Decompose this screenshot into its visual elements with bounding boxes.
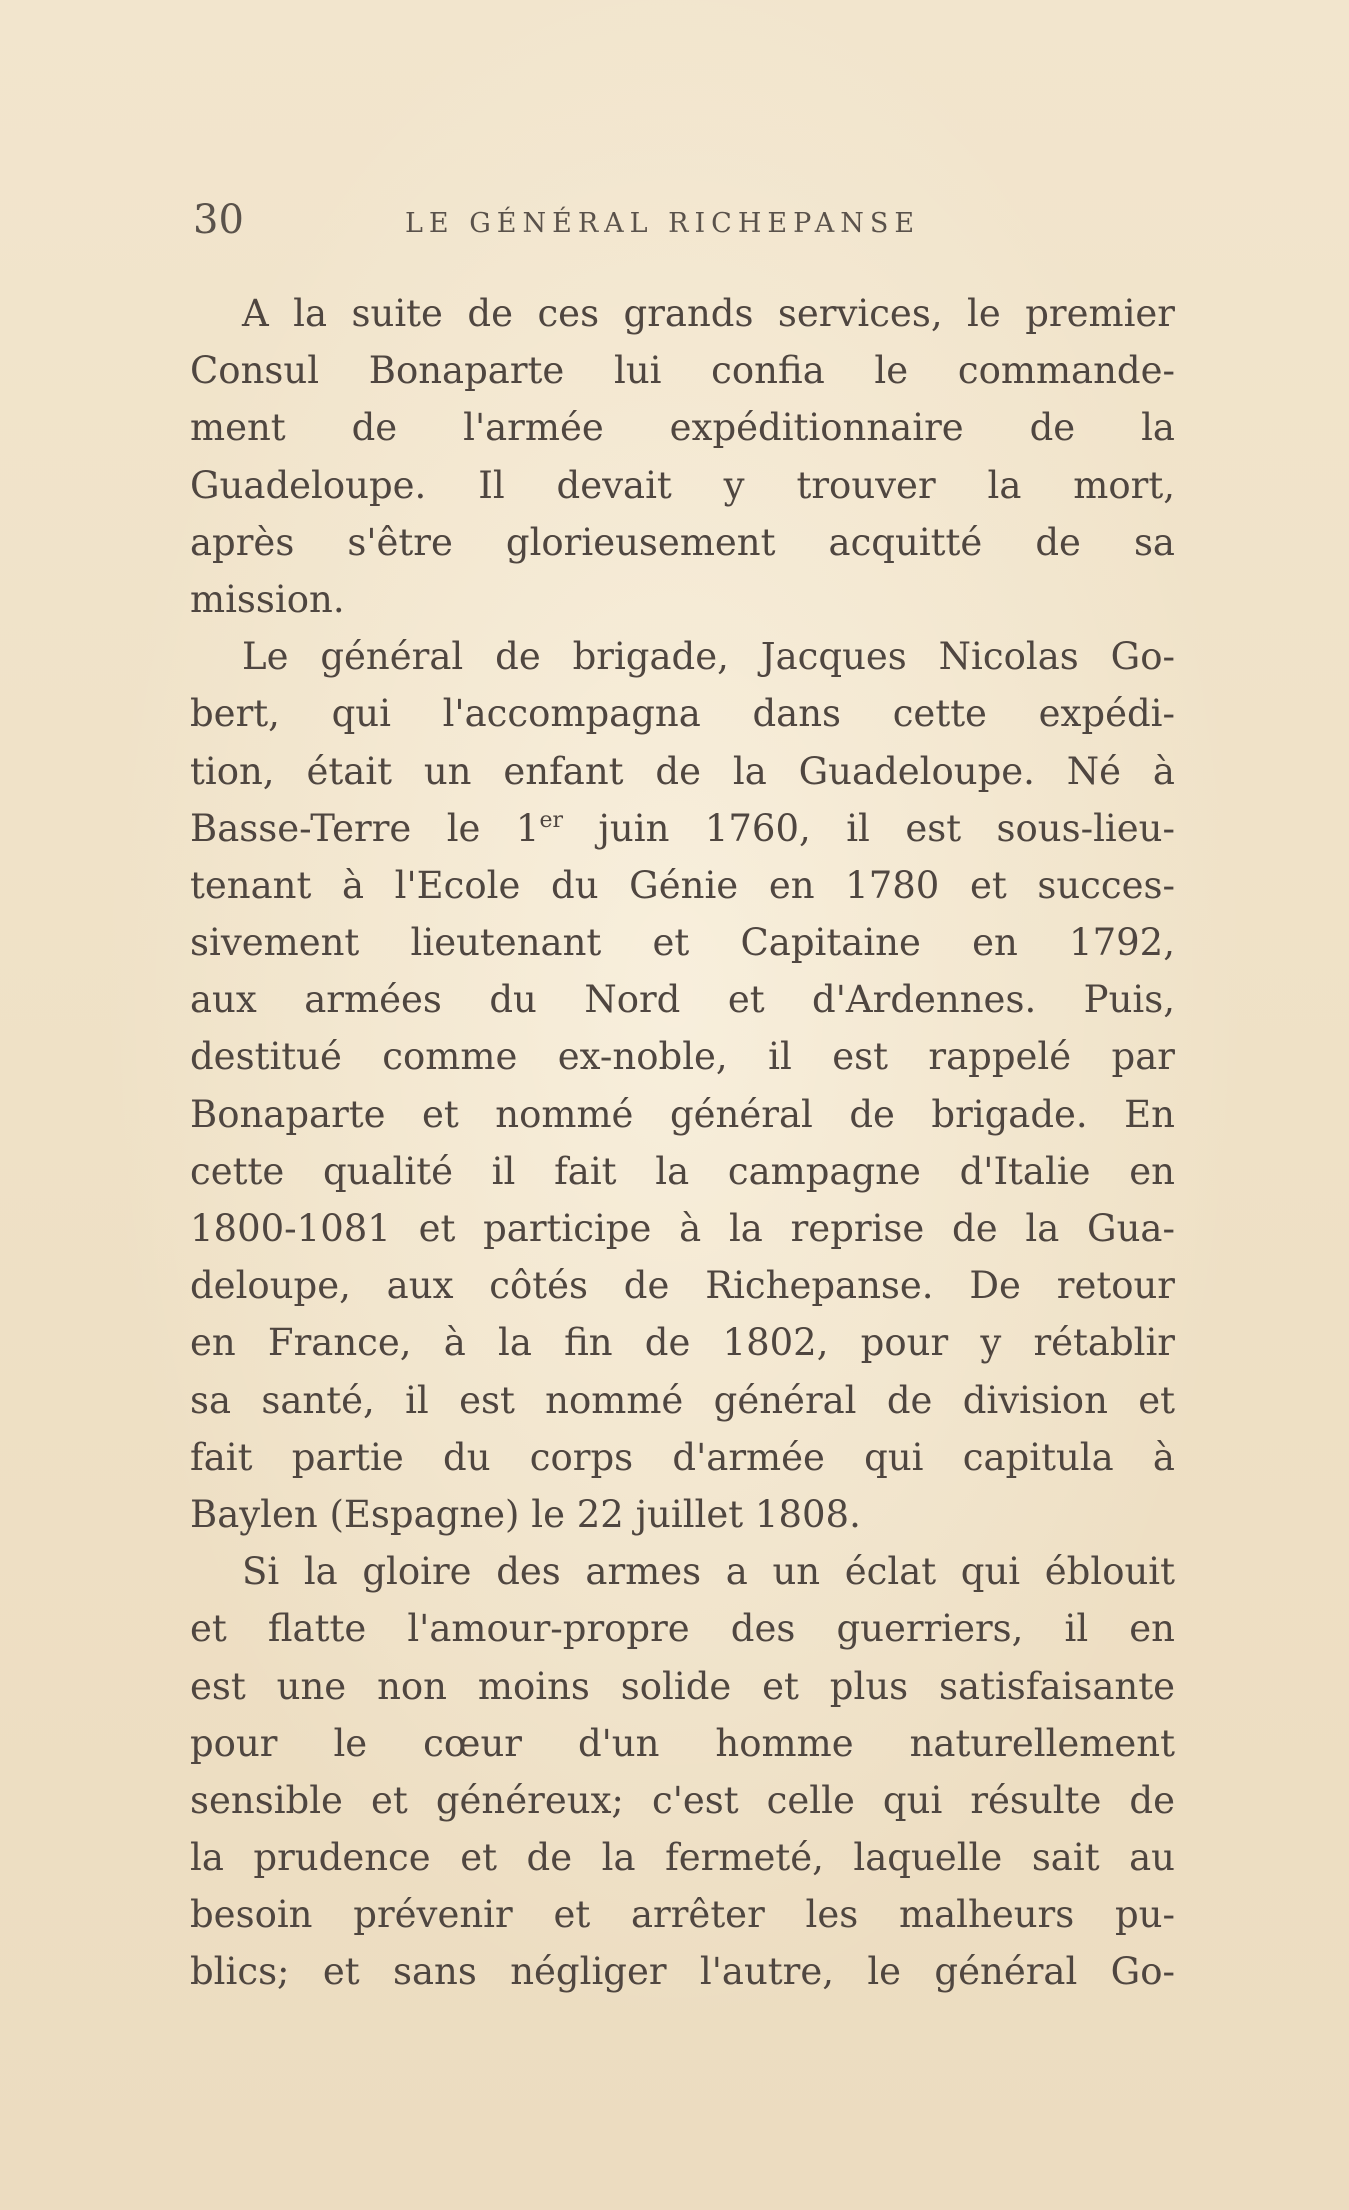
text-line: bert, qui l'accompagna dans cette expédi-	[190, 692, 1175, 736]
text-line: fait partie du corps d'armée qui capitula à	[190, 1435, 1175, 1479]
text-line: Si la gloire des armes a un éclat qui éblouit	[242, 1550, 1175, 1594]
text-line: pour le cœur d'un homme naturellement	[190, 1721, 1175, 1765]
text-line: deloupe, aux côtés de Richepanse. De retour	[190, 1264, 1175, 1308]
text-line-with-superscript	[190, 800, 1175, 857]
text-line: est une non moins solide et plus satisfaisante	[190, 1664, 1175, 1708]
text-line: A la suite de ces grands services, le premier	[242, 292, 1175, 335]
text-line: cette qualité il fait la campagne d'Italie en	[190, 1149, 1175, 1193]
running-head	[193, 190, 1178, 250]
text-line: 1800-1081 et participe à la reprise de la Gua-	[190, 1207, 1175, 1250]
text-line: tenant à l'Ecole du Génie en 1780 et succes-	[190, 863, 1175, 907]
text-line: Baylen (Espagne) le 22 juillet 1808.	[190, 1492, 861, 1536]
text-line: sa santé, il est nommé général de division et	[190, 1378, 1175, 1422]
body-text	[190, 285, 1175, 2001]
text-line: Guadeloupe. Il devait y trouver la mort,	[190, 463, 1175, 507]
text-line: la prudence et de la fermeté, laquelle sait au	[190, 1836, 1175, 1880]
text-line: sensible et généreux; c'est celle qui résulte de	[190, 1778, 1175, 1822]
text-line: sivement lieutenant et Capitaine en 1792,	[190, 921, 1175, 965]
text-line: blics; et sans négliger l'autre, le général Go-	[190, 1950, 1175, 1994]
text-line: mission.	[190, 577, 345, 621]
text-line: aux armées du Nord et d'Ardennes. Puis,	[190, 978, 1175, 1022]
text-line: ment de l'armée expéditionnaire de la	[190, 406, 1175, 450]
text-segment: juin 1760, il est sous-lieu-	[562, 806, 1175, 850]
text-line: Bonaparte et nommé général de brigade. En	[190, 1092, 1175, 1136]
page-number: 30	[193, 197, 244, 243]
text-line: Le général de brigade, Jacques Nicolas Go-	[242, 635, 1175, 679]
superscript-ordinal: er	[539, 807, 563, 833]
text-line: destitué comme ex-noble, il est rappelé par	[190, 1035, 1175, 1079]
text-line: tion, était un enfant de la Guadeloupe. Né à	[190, 749, 1175, 793]
text-line: en France, à la fin de 1802, pour y rétablir	[190, 1321, 1175, 1365]
text-line: et flatte l'amour-propre des guerriers, il en	[190, 1607, 1175, 1651]
running-title: LE GÉNÉRAL RICHEPANSE	[405, 208, 921, 239]
text-line: Consul Bonaparte lui confia le commande-	[190, 349, 1175, 393]
text-line: besoin prévenir et arrêter les malheurs pu-	[190, 1893, 1175, 1937]
text-line: après s'être glorieusement acquitté de sa	[190, 520, 1175, 564]
text-segment: Basse-Terre le 1	[190, 806, 540, 850]
